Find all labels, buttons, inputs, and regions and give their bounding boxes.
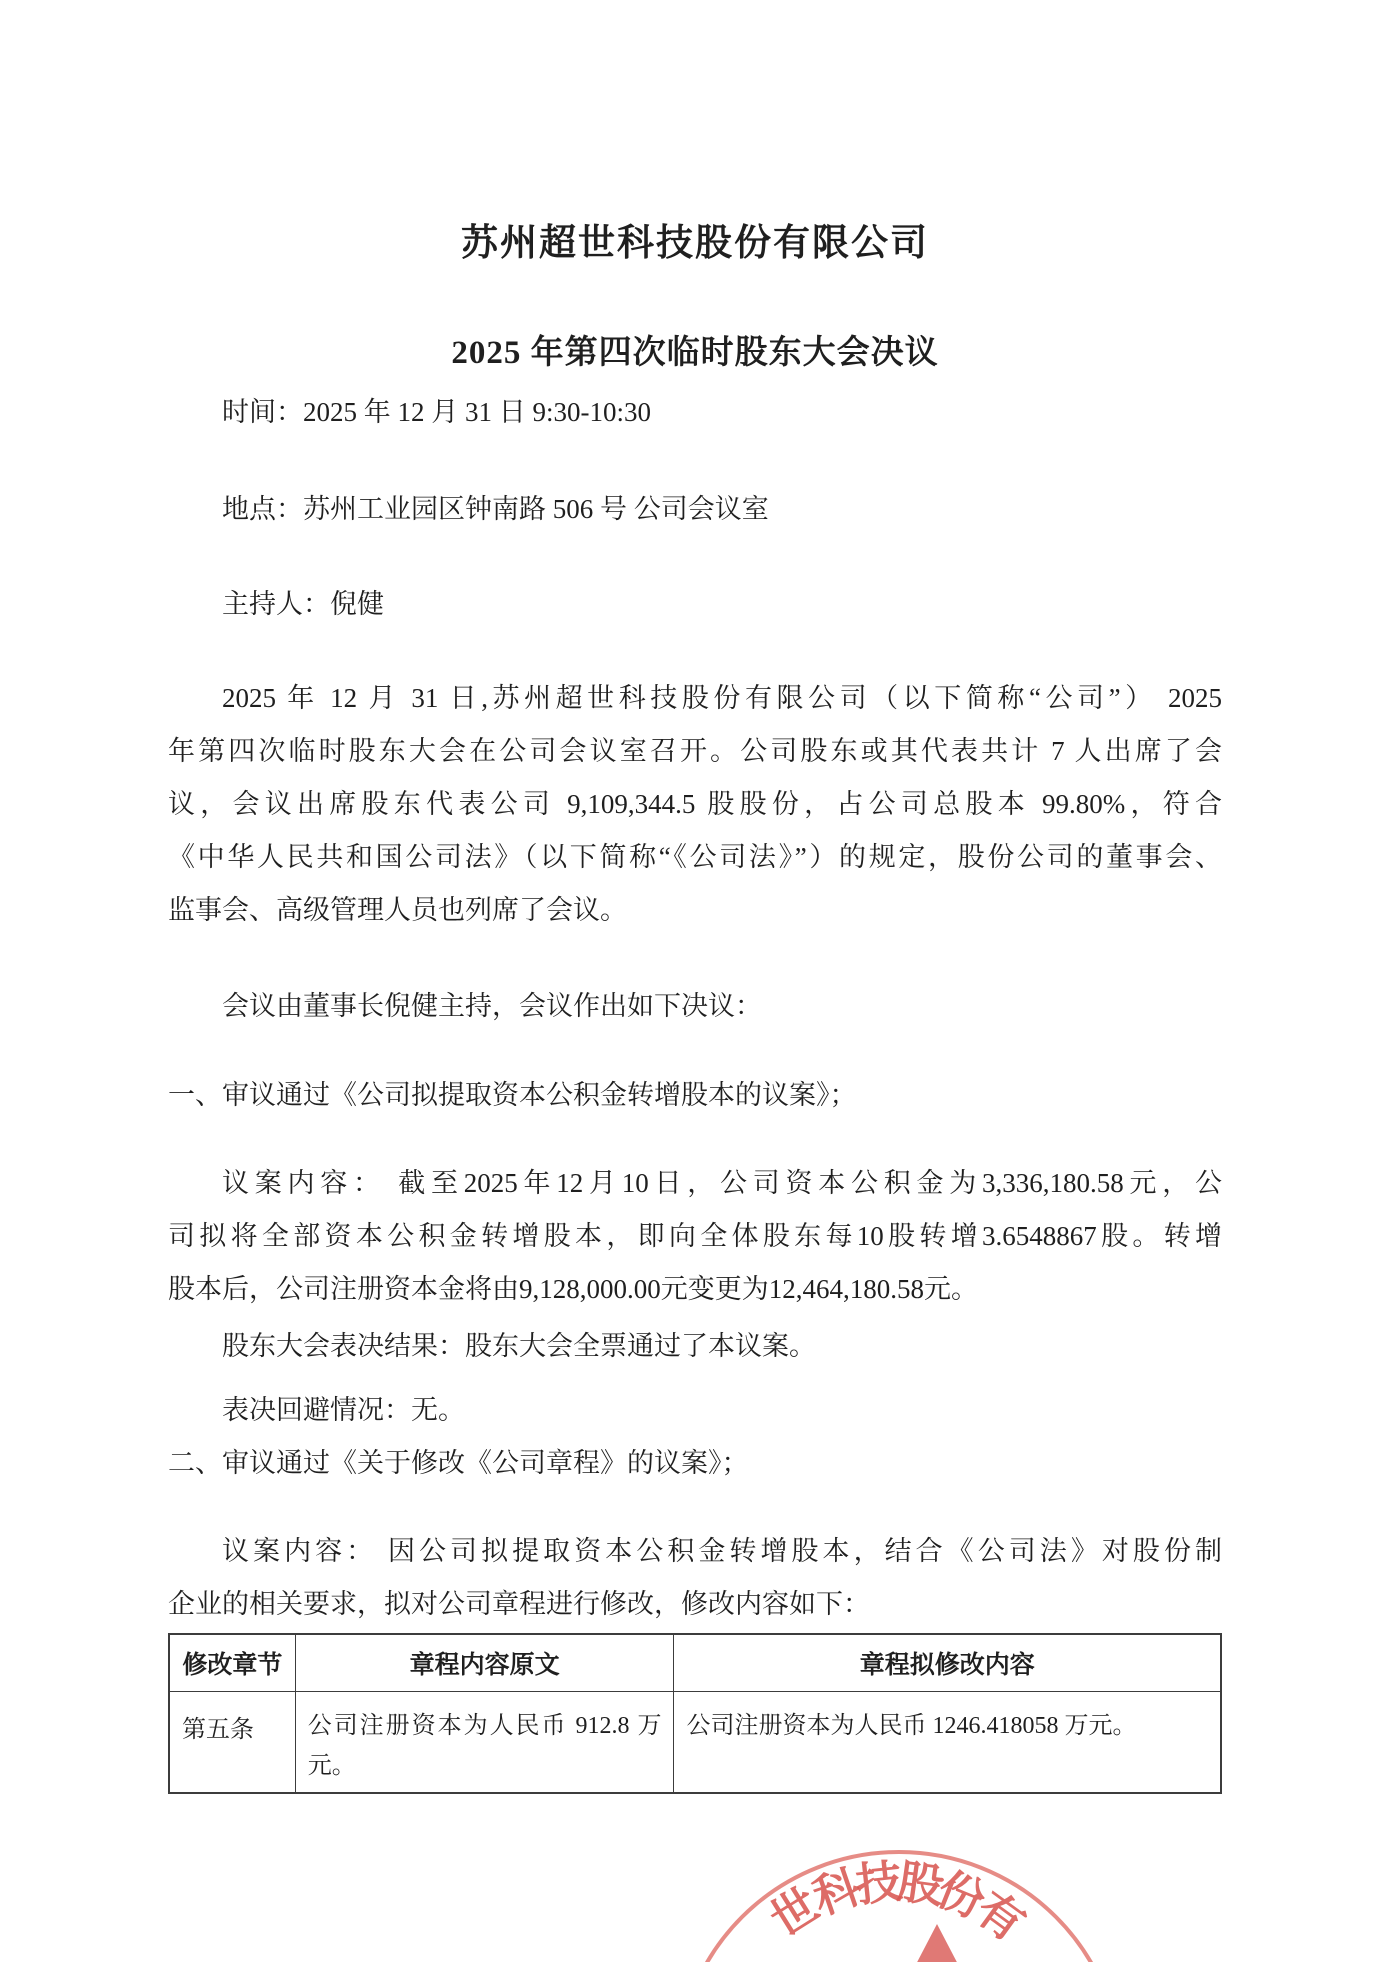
intro-line: 监事会、高级管理人员也列席了会议。 (168, 895, 627, 925)
intro-line: 年第四次临时股东大会在公司会议室召开。公司股东或其代表共计 7 人出席了会 (168, 736, 1222, 766)
meeting-host: 主持人：倪健 (222, 589, 384, 619)
resolution-item-1-content (168, 1157, 1222, 1316)
cell-original-text: 公司注册资本为人民币 912.8 万元。 (295, 1691, 674, 1793)
table-header-row (169, 1634, 1221, 1691)
cell-chapter: 第五条 (169, 1691, 295, 1793)
seal-text-char: 科 (806, 1860, 867, 1925)
intro-line: 议，会议出席股东代表公司 9,109,344.5 股股份，占公司总股本 99.80%，符合 (168, 789, 1222, 819)
charter-amendment-table (168, 1633, 1222, 1794)
table-row (169, 1691, 1221, 1793)
cell-proposed-text: 公司注册资本为人民币 1246.418058 万元。 (674, 1691, 1221, 1793)
seal-text-char: 股 (894, 1856, 948, 1913)
meeting-time: 时间：2025 年 12 月 31 日 9:30-10:30 (222, 397, 651, 427)
abstention-status: 表决回避情况：无。 (222, 1395, 465, 1425)
seal-text-char: 有 (966, 1882, 1034, 1951)
intro-paragraph (168, 672, 1222, 937)
vote-result: 股东大会表决结果：股东大会全票通过了本议案。 (222, 1331, 816, 1361)
resolution-item-1-heading: 一、审议通过《公司拟提取资本公积金转增股本的议案》； (168, 1080, 857, 1110)
item1-line: 股本后，公司注册资本金将由9,128,000.00元变更为12,464,180.58元。 (168, 1274, 978, 1304)
resolution-title: 2025 年第四次临时股东大会决议 (451, 335, 939, 371)
meeting-location: 地点：苏州工业园区钟南路 506 号 公司会议室 (222, 494, 769, 524)
column-header-proposed: 章程拟修改内容 (674, 1634, 1221, 1691)
item1-line: 司拟将全部资本公积金转增股本，即向全体股东每10股转增3.6548867股。转增 (168, 1221, 1222, 1251)
intro-line: 《中华人民共和国公司法》（以下简称“《公司法》”）的规定，股份公司的董事会、 (168, 842, 1222, 872)
resolution-item-2-heading: 二、审议通过《关于修改《公司章程》的议案》； (168, 1448, 749, 1478)
seal-text-char: 份 (930, 1863, 993, 1928)
chair-paragraph: 会议由董事长倪健主持，会议作出如下决议： (222, 991, 762, 1021)
item2-line: 企业的相关要求，拟对公司章程进行修改，修改内容如下： (168, 1589, 870, 1619)
company-title: 苏州超世科技股份有限公司 (461, 223, 929, 264)
seal-star-icon (913, 1924, 961, 1962)
item2-line: 议案内容： 因公司拟提取资本公积金转增股本，结合《公司法》对股份制 (222, 1536, 1222, 1566)
seal-text-char: 技 (853, 1855, 905, 1912)
seal-text-char: 世 (761, 1878, 828, 1947)
intro-line: 2025 年 12 月 31 日,苏州超世科技股份有限公司（以下简称“公司”） 2025 (222, 683, 1222, 713)
item1-line: 议案内容： 截至2025年12月10日，公司资本公积金为3,336,180.58元，公 (222, 1168, 1222, 1198)
column-header-chapter: 修改章节 (169, 1634, 295, 1691)
resolution-item-2-content (168, 1525, 1222, 1631)
column-header-original: 章程内容原文 (295, 1634, 674, 1691)
